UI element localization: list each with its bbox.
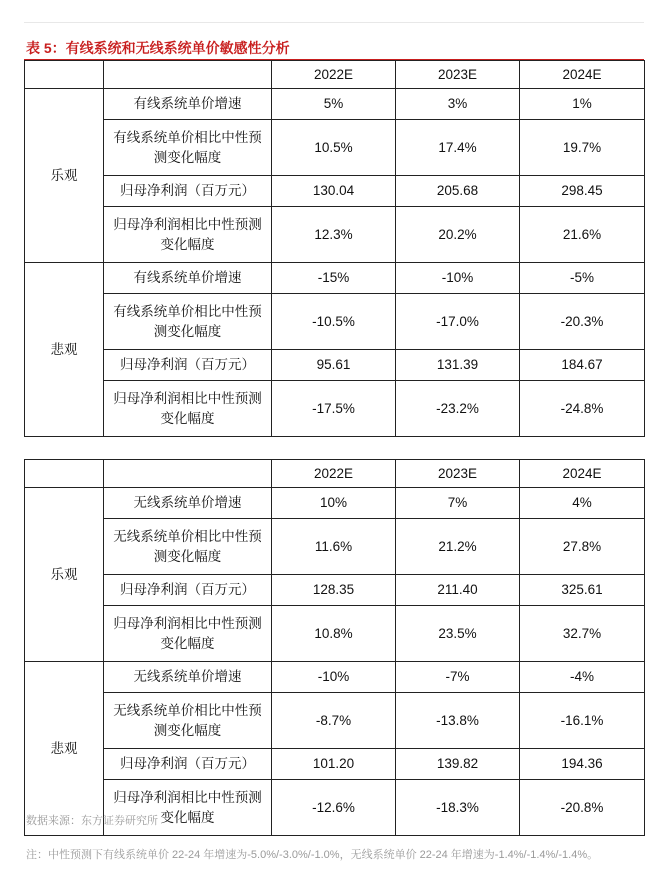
value-cell: 128.35 (272, 575, 396, 606)
metric-label: 有线系统单价增速 (104, 89, 272, 120)
table-row (25, 519, 645, 575)
metric-label: 有线系统单价相比中性预测变化幅度 (104, 294, 272, 350)
value-cell: -7% (396, 662, 520, 693)
value-cell: 95.61 (272, 350, 396, 381)
metric-label: 归母净利润相比中性预测变化幅度 (104, 606, 272, 662)
table-row (25, 693, 645, 749)
year-header: 2024E (520, 460, 645, 488)
value-cell: -18.3% (396, 780, 520, 836)
value-cell: 205.68 (396, 176, 520, 207)
header-row (25, 460, 645, 488)
empty-header-cell (104, 460, 272, 488)
year-header: 2022E (272, 61, 396, 89)
value-cell: -10% (272, 662, 396, 693)
metric-label: 归母净利润（百万元） (104, 749, 272, 780)
scenario-label: 悲观 (25, 263, 104, 437)
value-cell: -10.5% (272, 294, 396, 350)
value-cell: 139.82 (396, 749, 520, 780)
value-cell: 20.2% (396, 207, 520, 263)
value-cell: 10.5% (272, 120, 396, 176)
table-row (25, 575, 645, 606)
year-header: 2024E (520, 61, 645, 89)
scenario-label: 悲观 (25, 662, 104, 836)
metric-label: 有线系统单价相比中性预测变化幅度 (104, 120, 272, 176)
value-cell: -24.8% (520, 381, 645, 437)
value-cell: 10% (272, 488, 396, 519)
value-cell: 17.4% (396, 120, 520, 176)
top-rule (24, 22, 644, 23)
value-cell: 298.45 (520, 176, 645, 207)
value-cell: 1% (520, 89, 645, 120)
value-cell: 32.7% (520, 606, 645, 662)
metric-label: 无线系统单价相比中性预测变化幅度 (104, 693, 272, 749)
wired-sensitivity-table (24, 60, 645, 437)
metric-label: 无线系统单价增速 (104, 662, 272, 693)
value-cell: 7% (396, 488, 520, 519)
metric-label: 归母净利润（百万元） (104, 176, 272, 207)
empty-header-cell (104, 61, 272, 89)
value-cell: 5% (272, 89, 396, 120)
value-cell: -20.3% (520, 294, 645, 350)
value-cell: -12.6% (272, 780, 396, 836)
table-row (25, 381, 645, 437)
table-row (25, 207, 645, 263)
scenario-label: 乐观 (25, 89, 104, 263)
table-row (25, 606, 645, 662)
footnote: 注：中性预测下有线系统单价 22-24 年增速为-5.0%/-3.0%/-1.0%，无线系统单价 22-24 年增速为-1.4%/-1.4%/-1.4%。 (26, 849, 599, 861)
table-row (25, 120, 645, 176)
value-cell: -8.7% (272, 693, 396, 749)
metric-label: 归母净利润（百万元） (104, 350, 272, 381)
value-cell: 10.8% (272, 606, 396, 662)
table-row (25, 350, 645, 381)
header-row (25, 61, 645, 89)
value-cell: -5% (520, 263, 645, 294)
table-row (25, 89, 645, 120)
value-cell: 27.8% (520, 519, 645, 575)
metric-label: 无线系统单价相比中性预测变化幅度 (104, 519, 272, 575)
metric-label: 无线系统单价增速 (104, 488, 272, 519)
value-cell: 19.7% (520, 120, 645, 176)
value-cell: 21.2% (396, 519, 520, 575)
value-cell: 3% (396, 89, 520, 120)
table-row (25, 662, 645, 693)
value-cell: 23.5% (396, 606, 520, 662)
year-header: 2022E (272, 460, 396, 488)
value-cell: 184.67 (520, 350, 645, 381)
value-cell: 131.39 (396, 350, 520, 381)
value-cell: 4% (520, 488, 645, 519)
value-cell: 194.36 (520, 749, 645, 780)
value-cell: -17.0% (396, 294, 520, 350)
empty-header-cell (25, 460, 104, 488)
table-row (25, 294, 645, 350)
wireless-sensitivity-table (24, 459, 645, 836)
scenario-label: 乐观 (25, 488, 104, 662)
table-title: 表 5：有线系统和无线系统单价敏感性分析 (26, 40, 290, 56)
value-cell: 211.40 (396, 575, 520, 606)
year-header: 2023E (396, 61, 520, 89)
value-cell: -4% (520, 662, 645, 693)
metric-label: 归母净利润（百万元） (104, 575, 272, 606)
table-row (25, 749, 645, 780)
value-cell: -10% (396, 263, 520, 294)
value-cell: 101.20 (272, 749, 396, 780)
value-cell: -23.2% (396, 381, 520, 437)
year-header: 2023E (396, 460, 520, 488)
table-row (25, 488, 645, 519)
value-cell: 12.3% (272, 207, 396, 263)
value-cell: 325.61 (520, 575, 645, 606)
value-cell: 130.04 (272, 176, 396, 207)
table-row (25, 176, 645, 207)
value-cell: -20.8% (520, 780, 645, 836)
metric-label: 归母净利润相比中性预测变化幅度 (104, 207, 272, 263)
metric-label: 归母净利润相比中性预测变化幅度 (104, 780, 272, 836)
value-cell: 11.6% (272, 519, 396, 575)
table-row (25, 263, 645, 294)
value-cell: 21.6% (520, 207, 645, 263)
empty-header-cell (25, 61, 104, 89)
value-cell: -15% (272, 263, 396, 294)
value-cell: -16.1% (520, 693, 645, 749)
value-cell: -17.5% (272, 381, 396, 437)
data-source-note: 数据来源：东方证券研究所 (26, 815, 158, 827)
metric-label: 有线系统单价增速 (104, 263, 272, 294)
value-cell: -13.8% (396, 693, 520, 749)
metric-label: 归母净利润相比中性预测变化幅度 (104, 381, 272, 437)
